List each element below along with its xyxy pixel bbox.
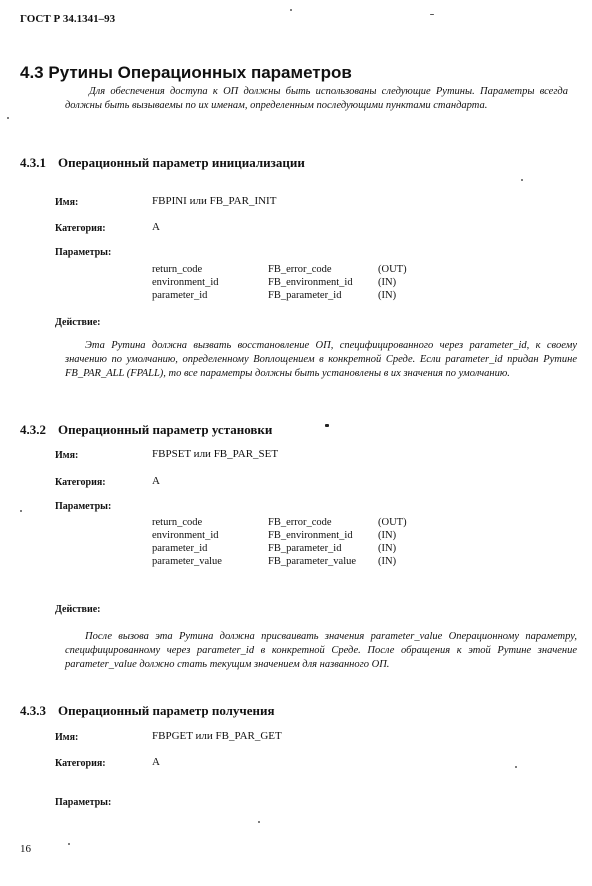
- param-name: parameter_id: [152, 543, 208, 554]
- category-label: Категория:: [55, 758, 106, 769]
- action-paragraph: После вызова эта Рутина должна присваивать значения parameter_value Операционному параметру, специфицированному через parameter_id в конкретной Среде. После обращения к этой Рутине значение parameter_value должно стать текущим значением для названного ОП.: [65, 631, 577, 670]
- name-label: Имя:: [55, 732, 79, 743]
- intro-paragraph: Для обеспечения доступа к ОП должны быть использованы следующие Рутины. Параметры всегда должны быть вызываемы по их именам, определенным последующими пунктами стандарта.: [65, 86, 568, 111]
- param-direction: (OUT): [378, 264, 407, 275]
- param-type: FB_error_code: [268, 517, 332, 528]
- params-label: Параметры:: [55, 501, 112, 512]
- name-value: FBPGET или FB_PAR_GET: [152, 730, 282, 742]
- param-type: FB_error_code: [268, 264, 332, 275]
- name-value: FBPSET или FB_PAR_SET: [152, 448, 279, 460]
- scan-speck: [521, 179, 523, 181]
- param-name: parameter_id: [152, 290, 208, 301]
- running-header: ГОСТ Р 34.1341–93: [20, 13, 116, 25]
- param-direction: (IN): [378, 556, 397, 567]
- param-name: environment_id: [152, 277, 219, 288]
- scan-speck: [290, 9, 292, 11]
- category-value: A: [152, 756, 160, 768]
- name-label: Имя:: [55, 450, 79, 461]
- param-direction: (IN): [378, 530, 397, 541]
- param-type: FB_parameter_id: [268, 543, 342, 554]
- scan-speck: [68, 843, 70, 845]
- subsection-number: 4.3.2: [20, 422, 46, 437]
- param-name: environment_id: [152, 530, 219, 541]
- scan-speck: [515, 766, 517, 768]
- scan-speck: [430, 14, 434, 15]
- param-name: return_code: [152, 517, 203, 528]
- category-value: A: [152, 221, 160, 233]
- param-direction: (IN): [378, 543, 397, 554]
- scan-speck: [258, 821, 260, 823]
- action-label: Действие:: [55, 317, 101, 328]
- scan-speck: [325, 424, 329, 427]
- param-type: FB_environment_id: [268, 277, 353, 288]
- scan-speck: [20, 510, 22, 512]
- category-value: A: [152, 475, 160, 487]
- param-type: FB_parameter_value: [268, 556, 357, 567]
- subsection-title: Операционный параметр установки: [58, 422, 273, 437]
- param-name: parameter_value: [152, 556, 222, 567]
- name-label: Имя:: [55, 197, 79, 208]
- param-direction: (IN): [378, 290, 397, 301]
- param-direction: (IN): [378, 277, 397, 288]
- name-value: FBPINI или FB_PAR_INIT: [152, 195, 277, 207]
- params-label: Параметры:: [55, 797, 112, 808]
- param-direction: (OUT): [378, 517, 407, 528]
- subsection-number: 4.3.1: [20, 155, 46, 170]
- page-number: 16: [20, 843, 31, 855]
- subsection-title: Операционный параметр получения: [58, 703, 275, 718]
- action-label: Действие:: [55, 604, 101, 615]
- section-title: 4.3 Рутины Операционных параметров: [20, 63, 352, 82]
- category-label: Категория:: [55, 223, 106, 234]
- subsection-number: 4.3.3: [20, 703, 46, 718]
- subsection-heading-4-3-3: [20, 703, 275, 719]
- param-name: return_code: [152, 264, 203, 275]
- subsection-heading-4-3-2: [20, 422, 272, 438]
- subsection-heading-4-3-1: [20, 155, 305, 171]
- scan-speck: [7, 117, 9, 119]
- params-label: Параметры:: [55, 247, 112, 258]
- param-type: FB_parameter_id: [268, 290, 342, 301]
- subsection-title: Операционный параметр инициализации: [58, 155, 305, 170]
- param-type: FB_environment_id: [268, 530, 353, 541]
- category-label: Категория:: [55, 477, 106, 488]
- action-paragraph: Эта Рутина должна вызвать восстановление ОП, специфицированного через parameter_id, к своему значению по умолчанию, определенному Воплощением в конкретной Среде. Если parameter_id придан Рутине FB_PAR_ALL (FPALL), то все параметры должны быть установлены в их значения по умолчанию.: [65, 340, 577, 379]
